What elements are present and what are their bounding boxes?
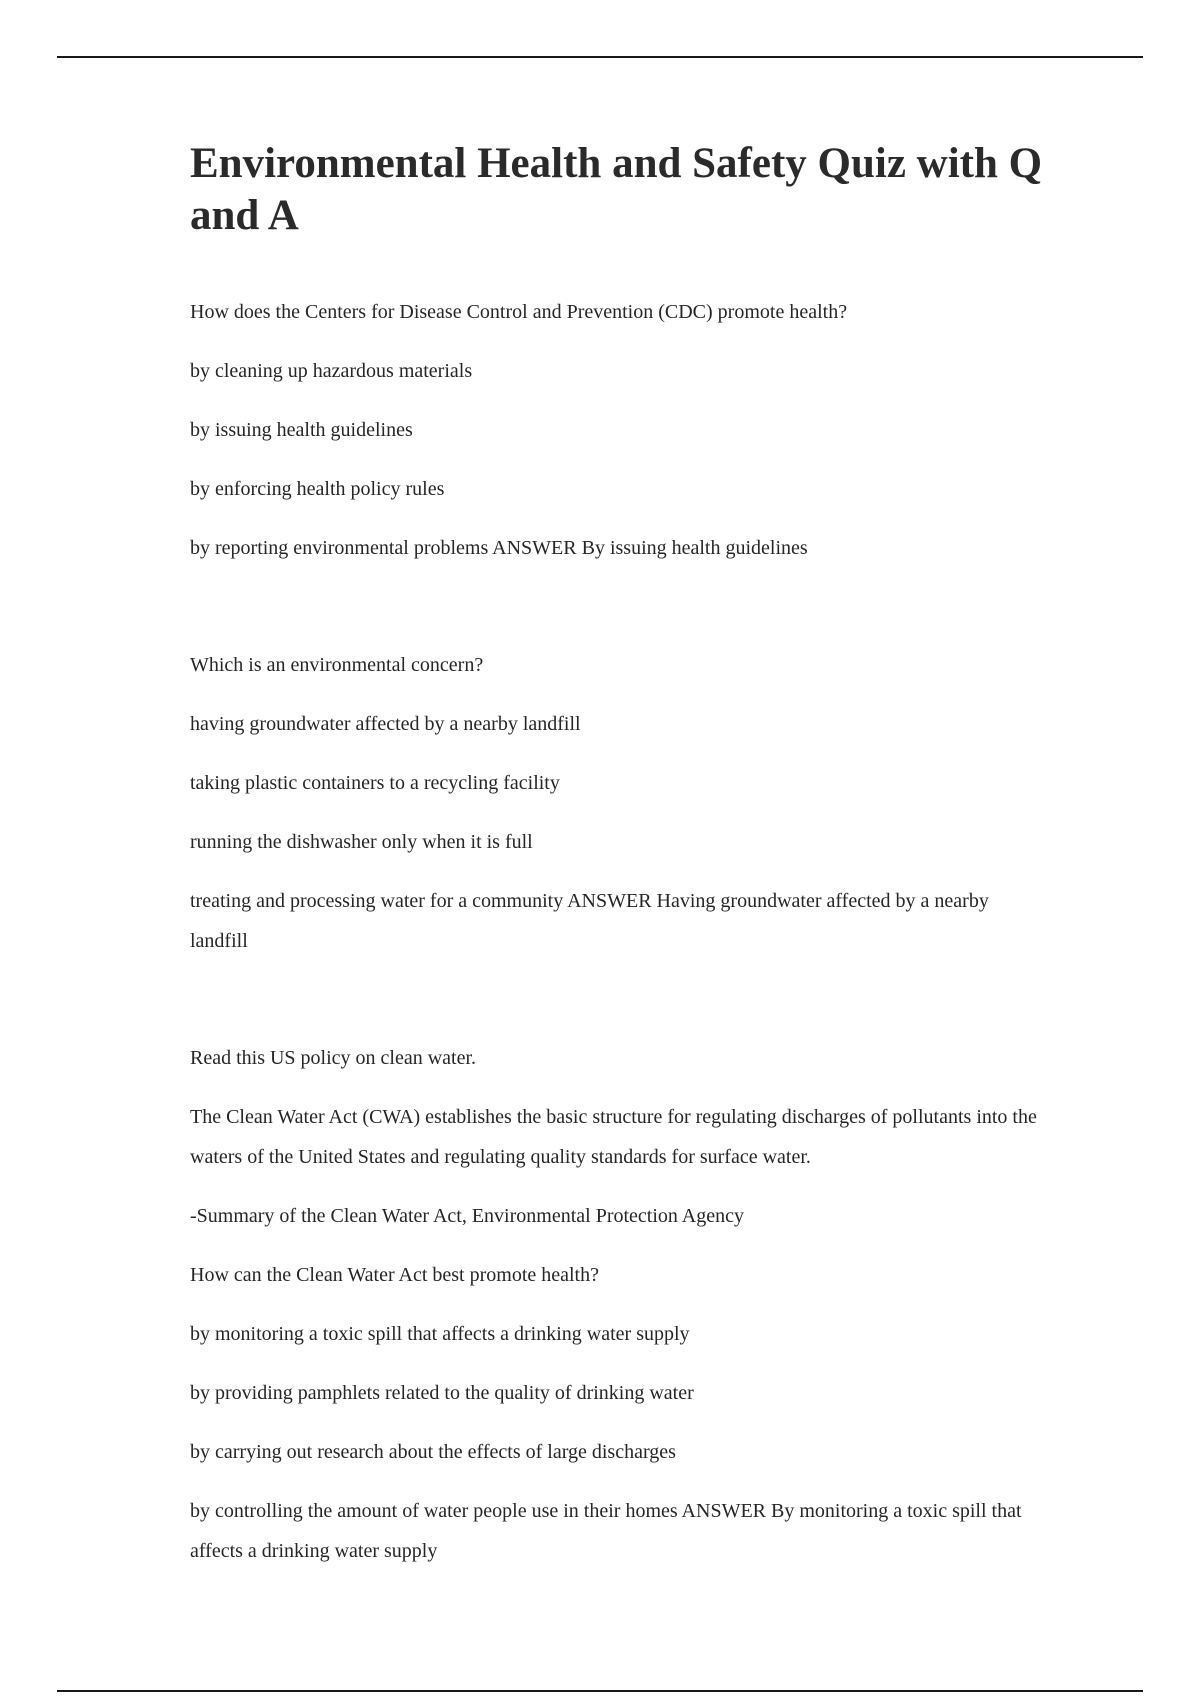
question-text: How does the Centers for Disease Control and Prevention (CDC) promote health? — [190, 301, 848, 323]
answer-option: by carrying out research about the effects of large discharges — [190, 1441, 676, 1463]
bottom-rule — [57, 1690, 1143, 1692]
question-text: How can the Clean Water Act best promote health? — [190, 1264, 599, 1286]
question-text: Which is an environmental concern? — [190, 654, 484, 676]
document-title: Environmental Health and Safety Quiz with Q and A — [190, 140, 1043, 239]
question-block-2 — [190, 645, 1050, 961]
answer-option: by enforcing health policy rules — [190, 478, 445, 500]
policy-source: -Summary of the Clean Water Act, Environmental Protection Agency — [190, 1205, 744, 1227]
spacer — [190, 587, 1050, 645]
answer-option: by providing pamphlets related to the quality of drinking water — [190, 1382, 694, 1404]
question-text: Read this US policy on clean water. — [190, 1047, 477, 1069]
answer-option: by issuing health guidelines — [190, 419, 413, 441]
answer-option: having groundwater affected by a nearby landfill — [190, 713, 581, 735]
policy-quote: The Clean Water Act (CWA) establishes the basic structure for regulating discharges of pollutants into the waters of the United States and regulating quality standards for surface water. — [190, 1106, 1037, 1168]
answer-option-with-answer: treating and processing water for a community ANSWER Having groundwater affected by a nearby landfill — [190, 890, 989, 952]
answer-option: by monitoring a toxic spill that affects a drinking water supply — [190, 1323, 690, 1345]
spacer — [190, 980, 1050, 1038]
answer-option: by cleaning up hazardous materials — [190, 360, 473, 382]
answer-option: taking plastic containers to a recycling facility — [190, 772, 560, 794]
document-body — [190, 138, 1050, 1590]
answer-option-with-answer: by controlling the amount of water people use in their homes ANSWER By monitoring a toxic spill that affects a drinking water supply — [190, 1500, 1022, 1562]
top-rule — [57, 56, 1143, 58]
question-block-3 — [190, 1038, 1050, 1571]
answer-option: running the dishwasher only when it is full — [190, 831, 533, 853]
answer-option-with-answer: by reporting environmental problems ANSWER By issuing health guidelines — [190, 537, 808, 559]
question-block-1 — [190, 292, 1050, 568]
